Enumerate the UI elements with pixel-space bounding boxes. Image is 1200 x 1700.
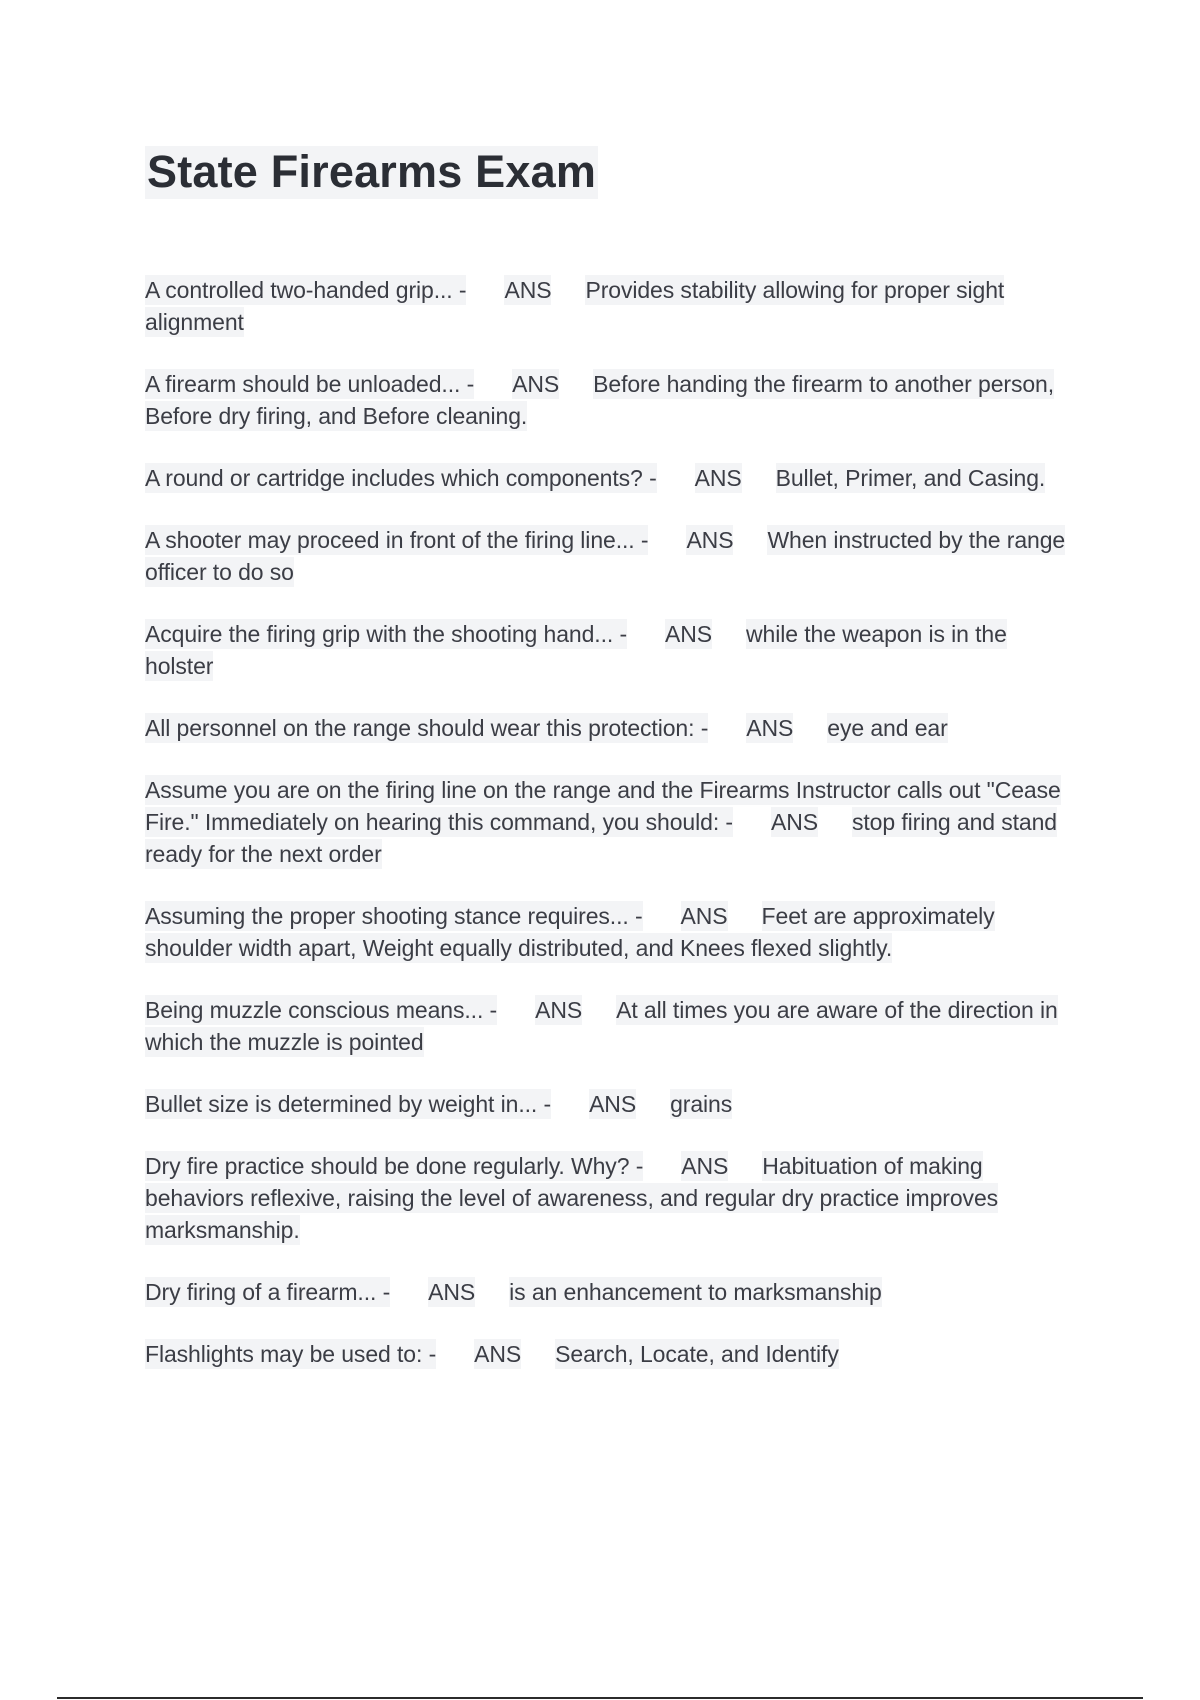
qa-item <box>145 1338 1075 1370</box>
qa-item <box>145 1088 1075 1120</box>
separator: - <box>376 1277 390 1307</box>
question-text: A controlled two-handed grip... <box>145 277 453 303</box>
separator: - <box>613 619 627 649</box>
separator: - <box>453 275 467 305</box>
ans-label: ANS <box>665 621 713 647</box>
question-text: A shooter may proceed in front of the firing line... <box>145 527 635 553</box>
qa-item <box>145 618 1075 682</box>
ans-label: ANS <box>770 809 818 835</box>
ans-label: ANS <box>694 465 742 491</box>
separator: - <box>643 463 657 493</box>
qa-item <box>145 524 1075 588</box>
ans-label: ANS <box>680 903 728 929</box>
qa-item <box>145 274 1075 338</box>
ans-label: ANS <box>746 715 794 741</box>
ans-label: ANS <box>589 1091 637 1117</box>
question-text: Being muzzle conscious means... <box>145 997 484 1023</box>
answer-text: Bullet, Primer, and Casing. <box>775 465 1046 491</box>
answer-text: while the weapon is in the holster <box>145 621 1007 679</box>
qa-item <box>145 994 1075 1058</box>
separator: - <box>629 1151 643 1181</box>
answer-text: Habituation of making behaviors reflexive, raising the level of awareness, and regular dry practice improves marksmanship. <box>145 1153 999 1243</box>
question-text: Acquire the firing grip with the shooting hand... <box>145 621 614 647</box>
question-text: All personnel on the range should wear this protection: <box>145 715 695 741</box>
answer-text: grains <box>670 1091 733 1117</box>
question-text: Dry fire practice should be done regularly. Why? <box>145 1153 630 1179</box>
answer-text: At all times you are aware of the direction in which the muzzle is pointed <box>145 997 1058 1055</box>
qa-list <box>145 274 1075 1400</box>
answer-text: stop firing and stand ready for the next order <box>145 809 1058 867</box>
question-text: Flashlights may be used to: <box>145 1341 423 1367</box>
qa-item <box>145 1150 1075 1246</box>
answer-text: eye and ear <box>827 715 948 741</box>
separator: - <box>422 1339 436 1369</box>
answer-text: When instructed by the range officer to do so <box>145 527 1066 585</box>
ans-label: ANS <box>686 527 734 553</box>
footer-divider <box>57 1697 1143 1699</box>
answer-text: Feet are approximately shoulder width apart, Weight equally distributed, and Knees flexed slightly. <box>145 903 995 961</box>
question-text: Assuming the proper shooting stance requires... <box>145 903 629 929</box>
qa-item <box>145 712 1075 744</box>
separator: - <box>483 995 497 1025</box>
separator: - <box>719 807 733 837</box>
separator: - <box>460 369 474 399</box>
question-text: A firearm should be unloaded... <box>145 371 461 397</box>
ans-label: ANS <box>512 371 560 397</box>
ans-label: ANS <box>428 1279 476 1305</box>
ans-label: ANS <box>504 277 552 303</box>
question-text: Dry firing of a firearm... <box>145 1279 377 1305</box>
qa-item <box>145 774 1075 870</box>
answer-text: Before handing the firearm to another person, Before dry firing, and Before cleaning. <box>145 371 1055 429</box>
separator: - <box>629 901 643 931</box>
separator: - <box>537 1089 551 1119</box>
qa-item <box>145 1276 1075 1308</box>
separator: - <box>635 525 649 555</box>
ans-label: ANS <box>535 997 583 1023</box>
separator: - <box>694 713 708 743</box>
answer-text: Search, Locate, and Identify <box>555 1341 839 1367</box>
question-text: A round or cartridge includes which components? <box>145 465 643 491</box>
page-title: State Firearms Exam <box>145 146 598 199</box>
question-text: Bullet size is determined by weight in... <box>145 1091 538 1117</box>
ans-label: ANS <box>681 1153 729 1179</box>
answer-text: Provides stability allowing for proper sight alignment <box>145 277 1005 335</box>
ans-label: ANS <box>474 1341 522 1367</box>
qa-item <box>145 368 1075 432</box>
qa-item <box>145 462 1075 494</box>
question-text: Assume you are on the firing line on the range and the Firearms Instructor calls out "Cease Fire." Immediately on hearing this command, you should: <box>145 777 1061 835</box>
answer-text: is an enhancement to marksmanship <box>509 1279 882 1305</box>
qa-item <box>145 900 1075 964</box>
